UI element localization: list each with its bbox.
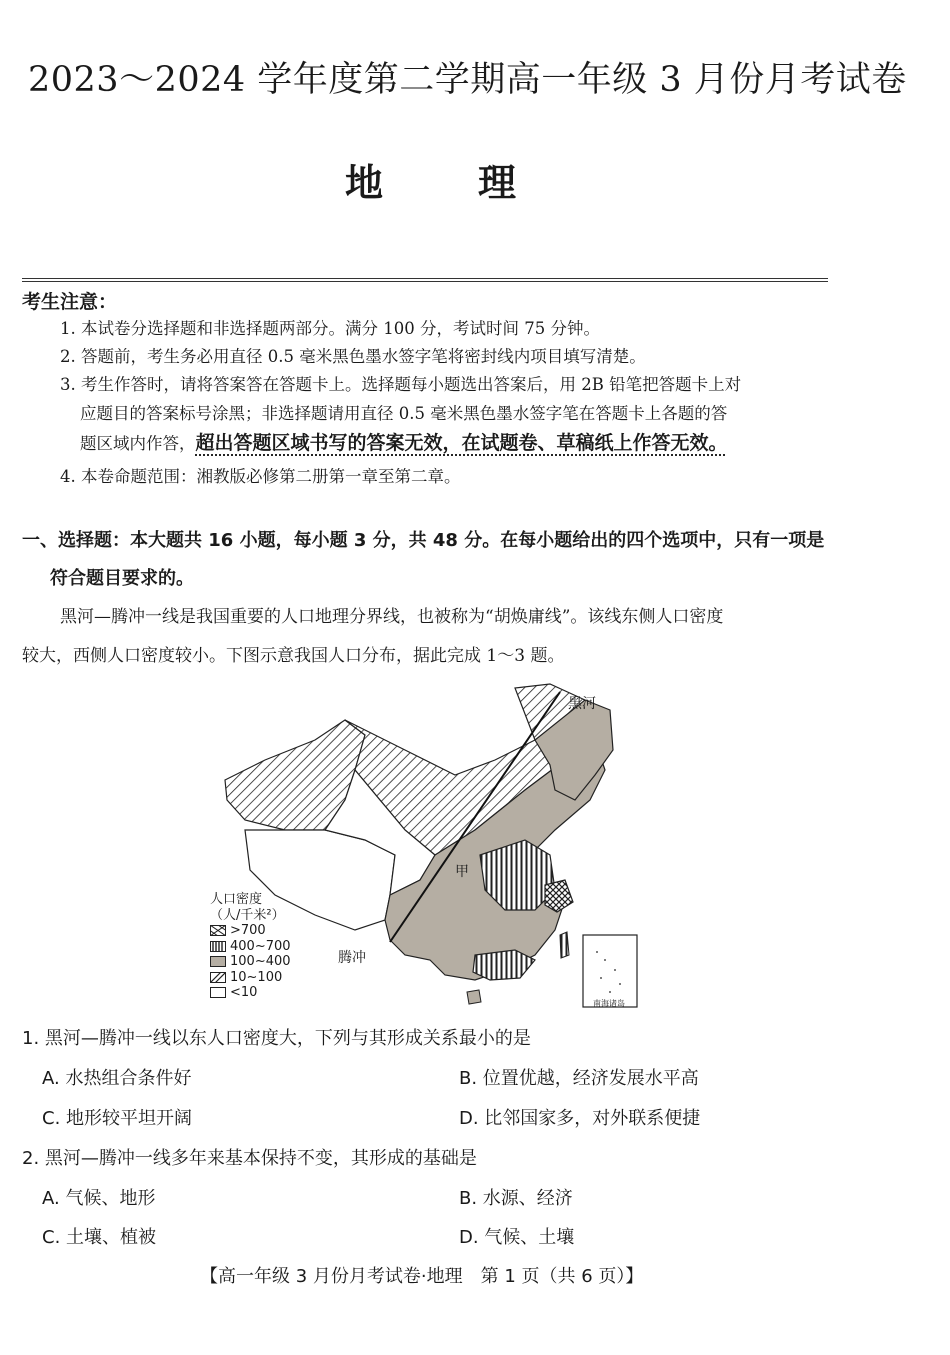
notice-item-2: 2. 答题前，考生务必用直径 0.5 毫米黑色墨水签字笔将密封线内项目填写清楚。: [60, 347, 646, 366]
label-heihe: 黑河: [568, 696, 596, 712]
legend-label: >700: [230, 923, 266, 938]
legend-label: <10: [230, 985, 258, 1000]
notice-item-1: 1. 本试卷分选择题和非选择题两部分。满分 100 分，考试时间 75 分钟。: [60, 319, 600, 338]
legend-swatch-white: [210, 987, 226, 998]
legend-row-10: [210, 985, 291, 1001]
legend-row-400-700: [210, 939, 291, 955]
exam-title: 2023～2024 学年度第二学期高一年级 3 月份月考试卷: [28, 60, 907, 100]
legend-title: 人口密度: [210, 892, 263, 907]
subject-title: 地理: [345, 161, 612, 205]
legend-label: 10~100: [230, 969, 283, 985]
question-2-option-b: B. 水源、经济: [459, 1188, 573, 1209]
question-2-option-d: D. 气候、土壤: [459, 1227, 575, 1248]
section-heading-line1: 一、选择题：本大题共 16 小题，每小题 3 分，共 48 分。在每小题给出的四个选项中，只有一项是: [22, 530, 825, 551]
south-sea-inset: [583, 935, 637, 1007]
page-footer: 【高一年级 3 月份月考试卷·地理 第 1 页（共 6 页）】: [200, 1266, 644, 1287]
region-delta: [545, 880, 573, 912]
question-2-option-c: C. 土壤、植被: [42, 1227, 157, 1248]
legend-label: 100~400: [230, 954, 291, 969]
section-heading: [22, 522, 834, 598]
question-1-stem: 1. 黑河—腾冲一线以东人口密度大，下列与其形成关系最小的是: [22, 1028, 531, 1049]
notice-item-3-cont: 应题目的答案标号涂黑；非选择题请用直径 0.5 毫米黑色墨水签字笔在答题卡上各题的答: [80, 404, 728, 423]
notice-item-3: 3. 考生作答时，请将答案答在答题卡上。选择题每小题选出答案后，用 2B 铅笔把答题卡上对: [60, 375, 742, 394]
legend-swatch-vertical: [210, 941, 226, 952]
region-hainan: [467, 990, 481, 1004]
question-1-option-c: C. 地形较平坦开阔: [42, 1108, 193, 1129]
question-1-option-b: B. 位置优越，经济发展水平高: [459, 1068, 699, 1089]
intro-line-1: 黑河—腾冲一线是我国重要的人口地理分界线，也被称为“胡焕庸线”。该线东侧人口密度: [60, 607, 724, 627]
divider-bottom: [22, 281, 828, 282]
intro-paragraph: [22, 598, 834, 676]
intro-line-2: 较大，西侧人口密度较小。下图示意我国人口分布，据此完成 1～3 题。: [22, 646, 565, 666]
label-jia: 甲: [455, 864, 469, 880]
legend-row-700: [210, 923, 291, 939]
legend-swatch-diagonal: [210, 972, 226, 983]
legend-swatch-grey: [210, 956, 226, 967]
section-heading-line2: 符合题目要求的。: [50, 568, 194, 589]
question-1-option-d: D. 比邻国家多，对外联系便捷: [459, 1108, 701, 1129]
label-tengchong: 腾冲: [338, 950, 366, 966]
legend-label: 400~700: [230, 938, 291, 954]
notice-item-3-end: [80, 429, 728, 458]
notice-item-3-end-text: 题区域内作答，: [80, 434, 196, 453]
question-2-stem: 2. 黑河—腾冲一线多年来基本保持不变，其形成的基础是: [22, 1148, 477, 1169]
legend-row-100-400: [210, 954, 291, 970]
map-legend: [210, 892, 291, 1001]
divider-top: [22, 278, 828, 279]
region-taiwan: [560, 932, 569, 958]
inset-label: 南海诸岛: [593, 999, 625, 1008]
question-2-option-a: A. 气候、地形: [42, 1188, 156, 1209]
notice-emphasis: 超出答题区域书写的答案无效，在试题卷、草稿纸上作答无效。: [195, 432, 728, 454]
notice-item-4: 4. 本卷命题范围：湘教版必修第二册第一章至第二章。: [60, 467, 461, 486]
legend-swatch-cross: [210, 925, 226, 936]
notice-heading: 考生注意：: [22, 291, 118, 313]
legend-unit: （人/千米²）: [210, 907, 285, 923]
question-1-option-a: A. 水热组合条件好: [42, 1068, 192, 1089]
legend-row-10-100: [210, 970, 291, 986]
